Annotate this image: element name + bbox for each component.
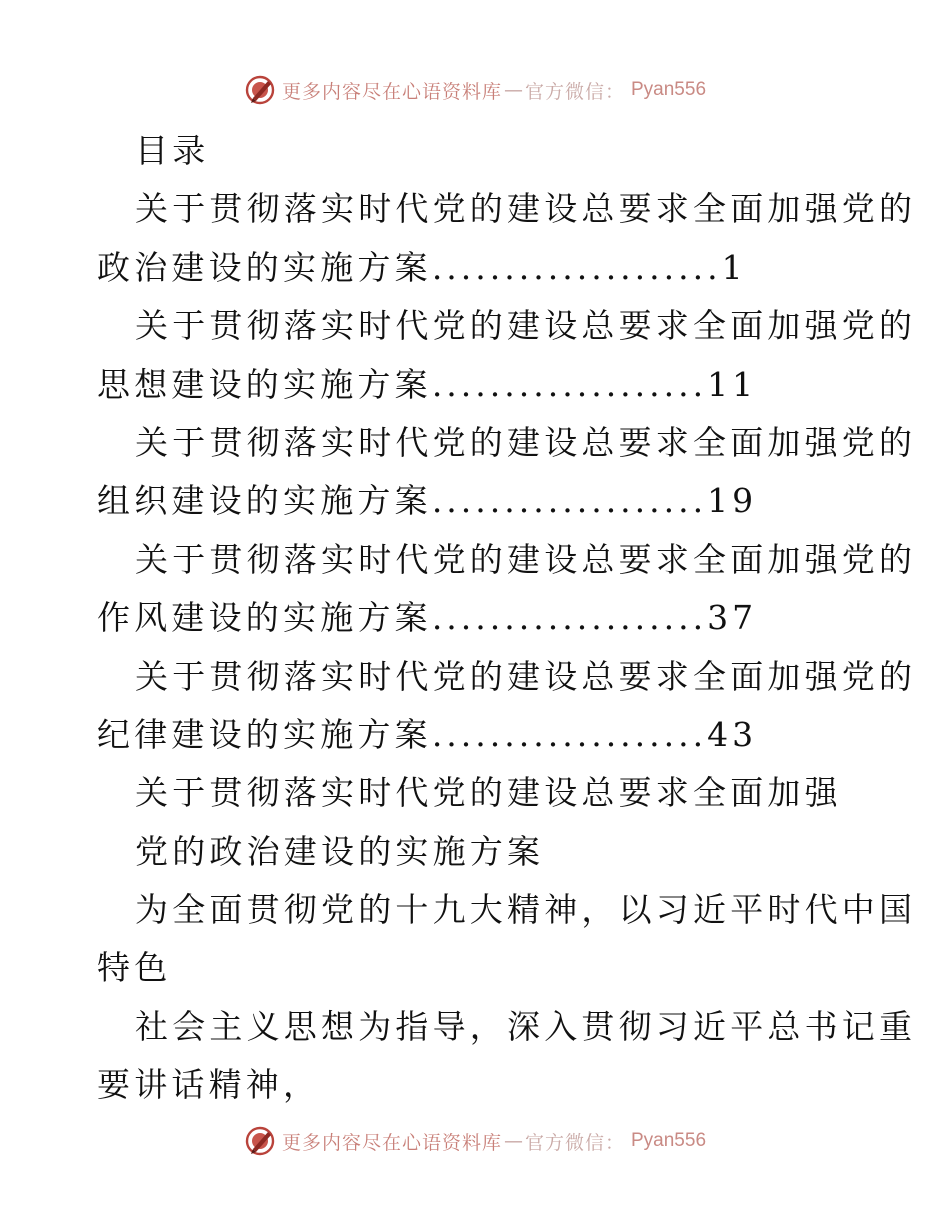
paragraph-2-line2: 要讲话精神， [97,1065,321,1105]
section-heading-line2: 党的政治建设的实施方案 [135,831,545,871]
document-content [97,122,917,1115]
paragraph-1-line2: 特色 [97,948,172,988]
toc-entry-1-line2 [97,239,857,297]
toc-entry-3-dots: ................... [431,481,708,521]
toc-entry-4-line1: 关于贯彻落实时代党的建设总要求全面加强党的 [135,539,917,579]
toc-entry-4-line2 [97,589,857,647]
header-watermark [0,70,950,110]
toc-entry-5-page: 43 [707,714,758,754]
toc-entry-2-line2 [97,356,857,414]
toc-entry-5-title: 纪律建设的实施方案 [97,714,432,754]
toc-entry-3-line2 [97,472,857,530]
toc-entry-2-line1: 关于贯彻落实时代党的建设总要求全面加强党的 [135,306,917,346]
toc-entry-1-dots: .................... [431,247,722,287]
watermark-dash: — [503,79,523,101]
toc-entry-3-page: 19 [707,481,758,521]
seal-pen-icon [244,74,276,106]
toc-entry-4-title: 作风建设的实施方案 [97,598,432,638]
toc-title: 目录 [135,131,210,170]
toc-entry-5-dots: ................... [431,714,708,754]
toc-entry-1-title: 政治建设的实施方案 [97,247,432,287]
toc-entry-5-line1: 关于贯彻落实时代党的建设总要求全面加强党的 [135,656,917,696]
footer-watermark-wechat-label: 官方微信： [524,1131,625,1154]
toc-entry-4-page: 37 [707,598,758,638]
toc-entry-2-page: 11 [707,364,758,404]
watermark-wechat-id: Pyan556 [631,79,707,100]
toc-entry-1-line1: 关于贯彻落实时代党的建设总要求全面加强党的 [135,189,917,229]
toc-entry-4-dots: ................... [431,598,708,638]
footer-watermark-brand: 更多内容尽在心语资料库 [281,1131,502,1154]
section-heading-line1: 关于贯彻落实时代党的建设总要求全面加强 [135,773,842,813]
footer-watermark-dash: — [503,1130,523,1152]
toc-entry-3-title: 组织建设的实施方案 [97,481,432,521]
seal-pen-icon [244,1125,276,1157]
paragraph-1-line1: 为全面贯彻党的十九大精神，以习近平时代中国 [135,890,917,930]
footer-watermark [0,1121,950,1161]
watermark-wechat-label: 官方微信： [524,80,625,103]
toc-entry-1-page: 1 [721,247,747,287]
toc-entry-2-title: 思想建设的实施方案 [97,364,432,404]
toc-entry-3-line1: 关于贯彻落实时代党的建设总要求全面加强党的 [135,422,917,462]
footer-watermark-wechat-id: Pyan556 [631,1130,707,1151]
paragraph-2-line1: 社会主义思想为指导，深入贯彻习近平总书记重 [135,1006,917,1046]
toc-entry-5-line2 [97,706,857,764]
watermark-brand: 更多内容尽在心语资料库 [281,80,502,103]
toc-entry-2-dots: ................... [431,364,708,404]
